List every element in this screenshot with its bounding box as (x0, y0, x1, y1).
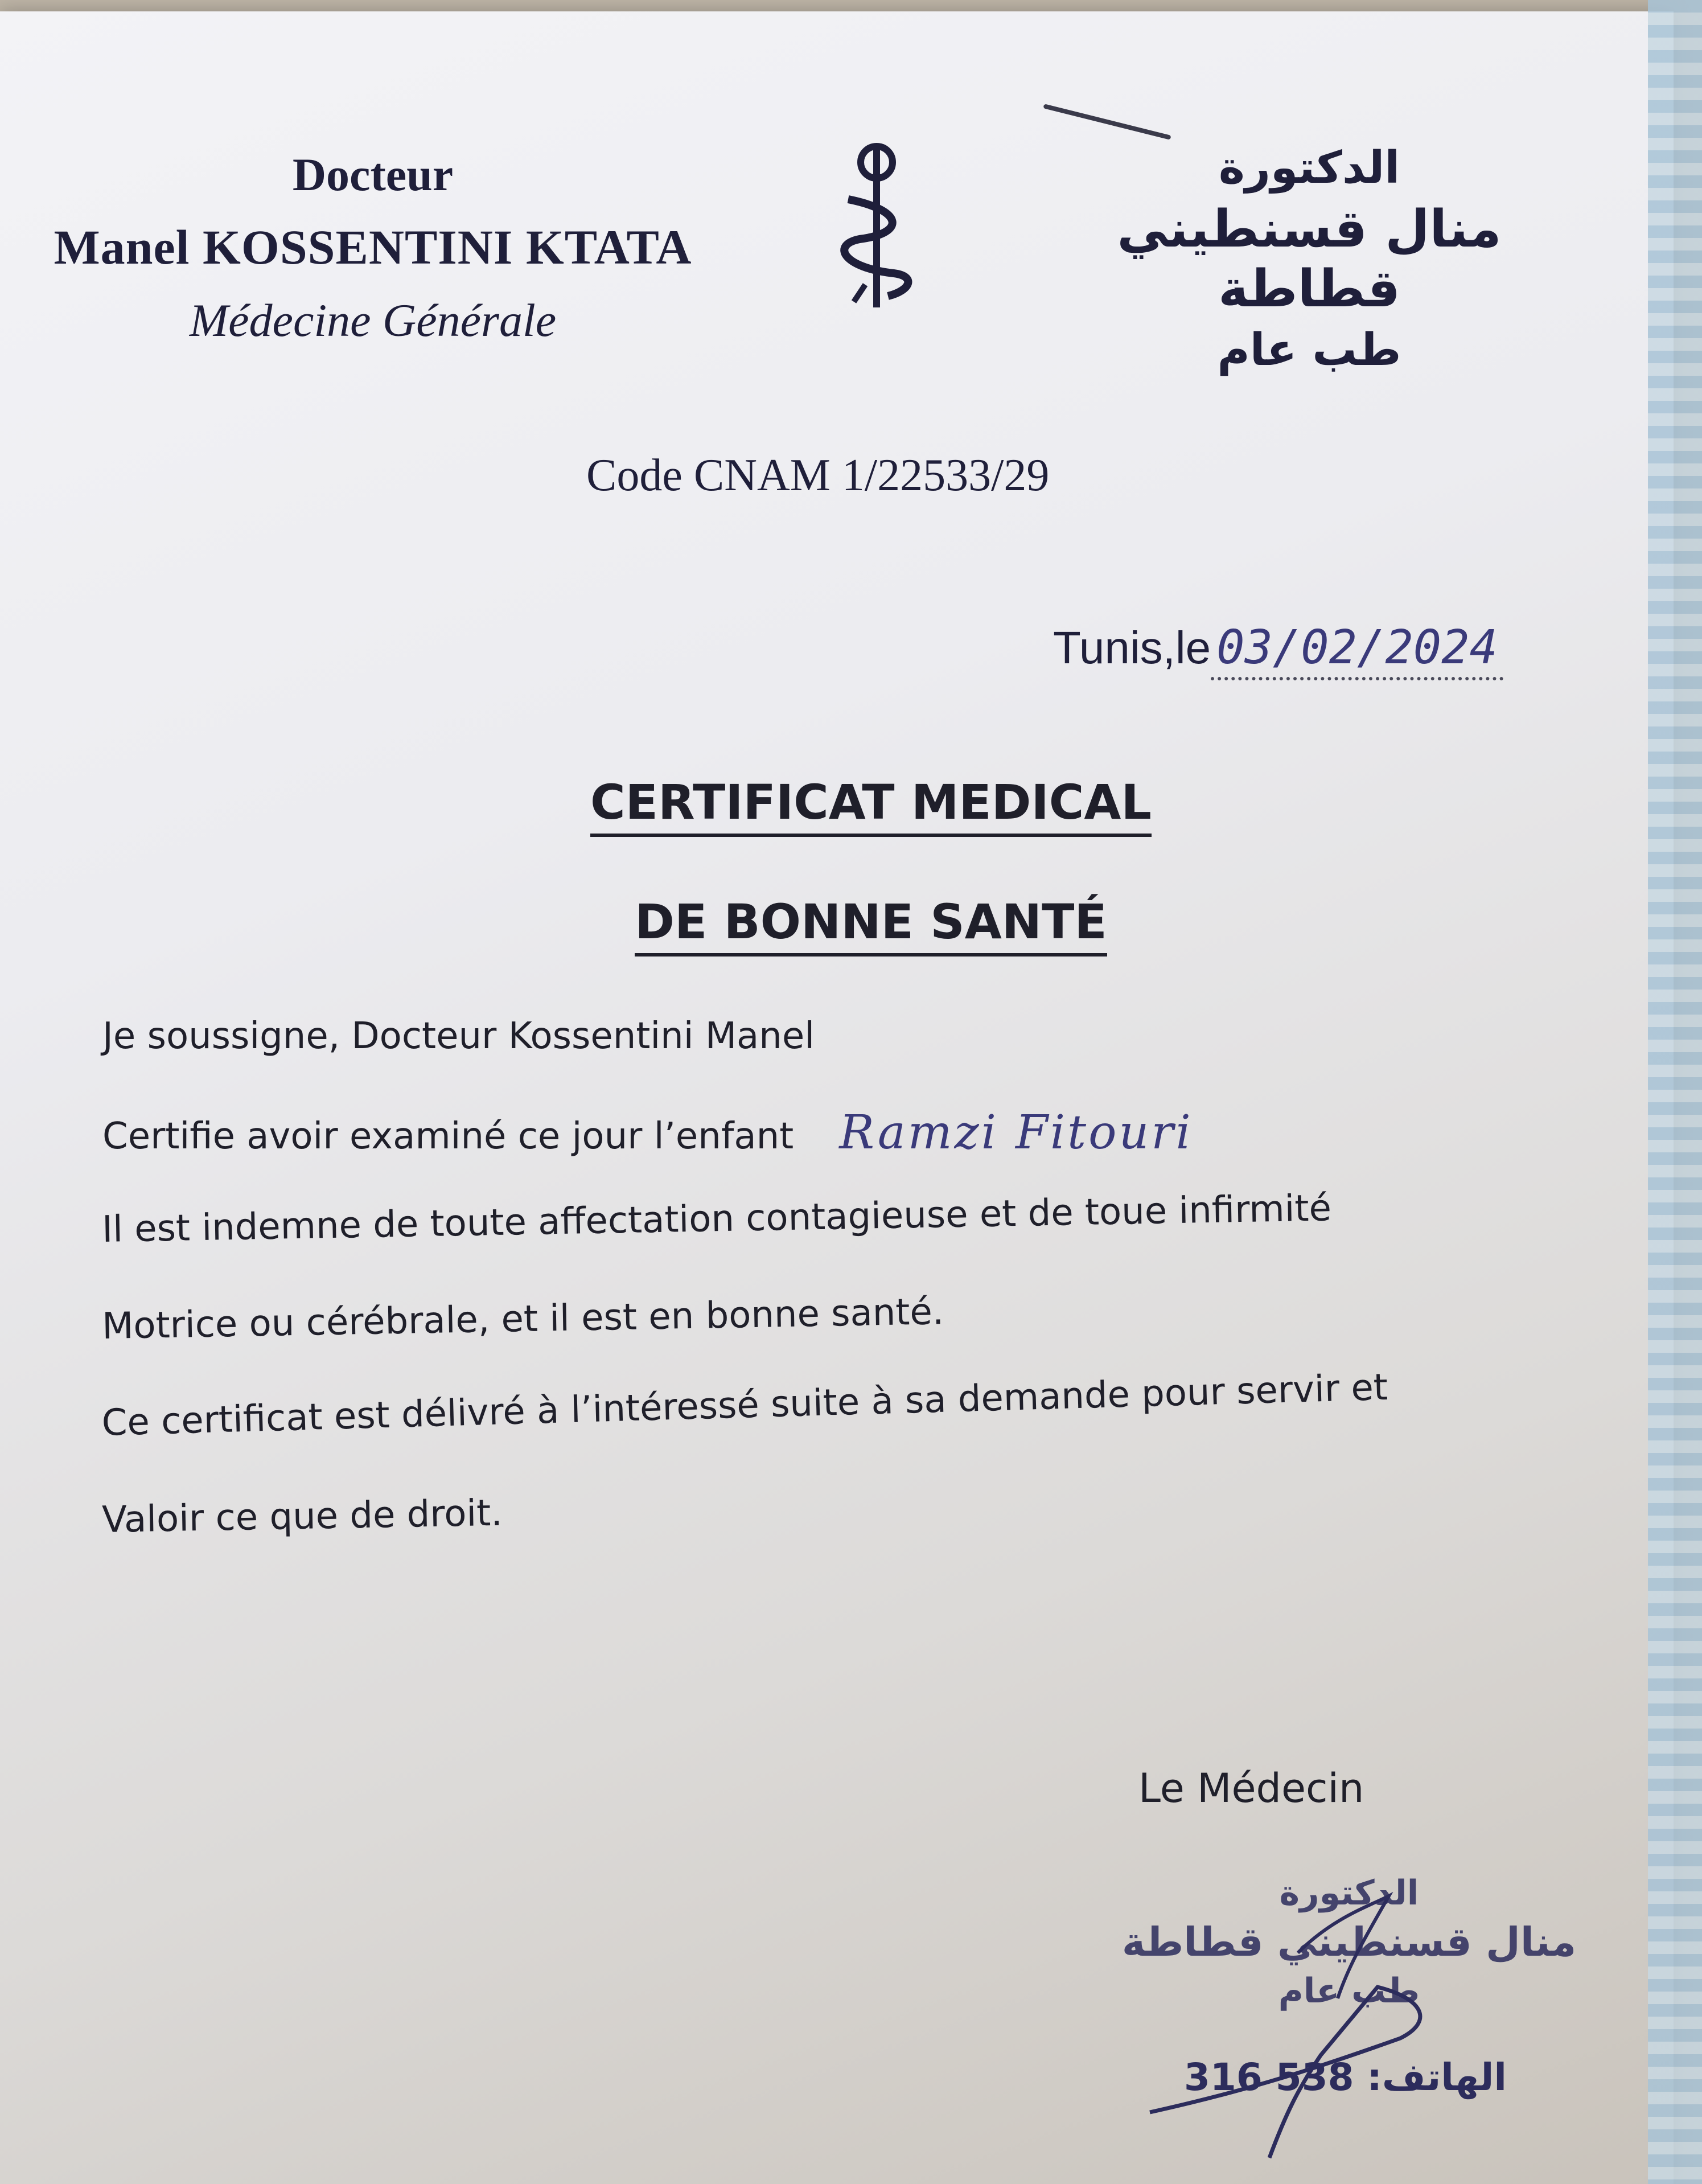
doctor-title-arabic: الدكتورة (1218, 142, 1400, 194)
doctor-name-arabic: منال قسنطيني قطاطة (1117, 199, 1502, 319)
body-line-3: Il est indemne de toute affectation contagieuse et de toue infirmité (101, 1187, 1332, 1251)
stamp-phone: الهاتف: 538 316 (1184, 2055, 1507, 2099)
body-line-4: Motrice ou cérébrale, et il est en bonne santé. (101, 1291, 944, 1348)
certificate-body (102, 1013, 1594, 1594)
certificate-subtitle (0, 894, 1702, 950)
doctor-specialty-arabic: طب عام (1217, 325, 1401, 376)
doctor-header-french (40, 148, 706, 347)
stamp-title: الدكتورة (1279, 1873, 1419, 1913)
doctor-name: Manel KOSSENTINI KTATA (54, 220, 692, 274)
title-line-2: DE BONNE SANTÉ (635, 894, 1107, 956)
date-line (1053, 621, 1503, 675)
title-line-1: CERTIFICAT MEDICAL (590, 774, 1152, 837)
doctor-title: Docteur (292, 149, 454, 200)
stamp-specialty: طب عام (1278, 1971, 1420, 2011)
certificate-title (0, 774, 1702, 830)
stamp-name: منال قسنطيني قطاطة (1121, 1919, 1577, 1965)
caduceus-icon (831, 137, 922, 313)
body-line-6: Valoir ce que de droit. (101, 1492, 503, 1542)
page-edge (1648, 0, 1702, 2184)
doctor-specialty: Médecine Générale (189, 294, 557, 346)
body-line-5: Ce certificat est délivré à l’intéressé suite à sa demande pour servir et (101, 1366, 1388, 1445)
signature-label: Le Médecin (1138, 1765, 1364, 1812)
body-line-2-text: Certifie avoir examiné ce jour l’enfant (102, 1115, 794, 1157)
cnam-code: Code CNAM 1/22533/29 (586, 450, 1050, 500)
handwritten-signature (1082, 1850, 1628, 2169)
doctor-header-arabic (1047, 142, 1571, 376)
date-prefix: Tunis,le (1053, 622, 1211, 673)
body-line-1: Je soussigne, Docteur Kossentini Manel (102, 1015, 815, 1057)
child-name: Ramzi Fitouri (839, 1106, 1193, 1160)
date-value: 03/02/2024 (1211, 621, 1503, 680)
